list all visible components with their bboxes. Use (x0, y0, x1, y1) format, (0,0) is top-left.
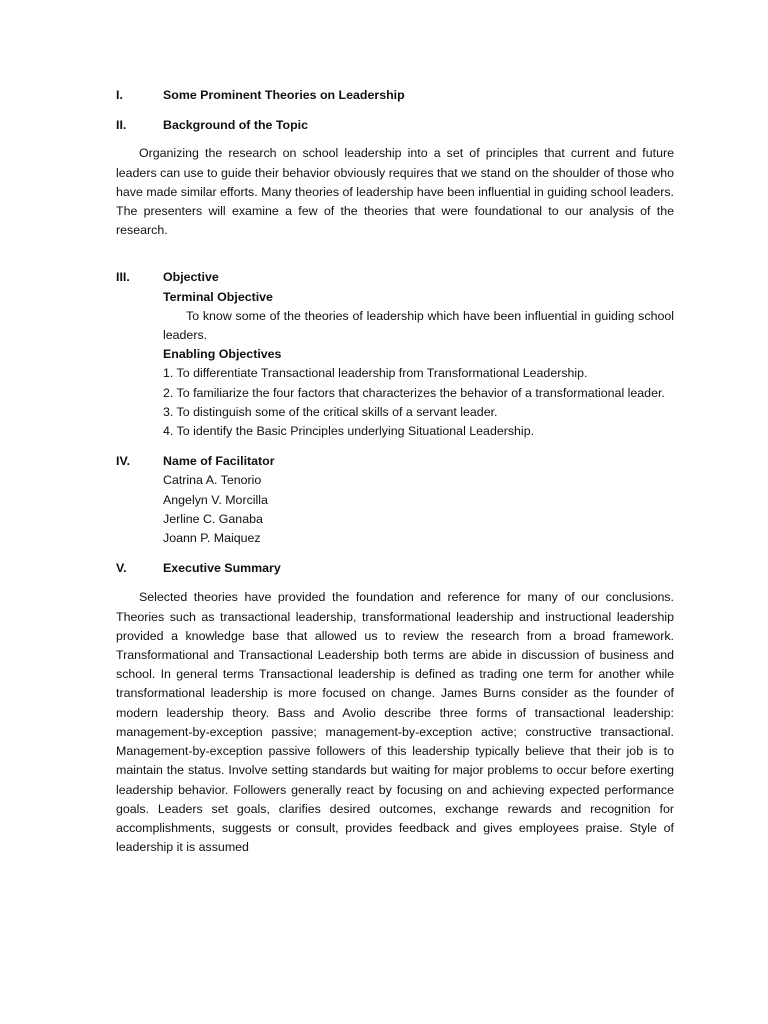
executive-summary-paragraph: Selected theories have provided the foundation and reference for many of our conclusions. Theories such as transactional leadership, transformational leadership and instructional leadership provided a knowledge base that allowed us to review the research from a broad framework. Transformational and Transactional Leadership both terms are abide in discussion of business and school. In general terms Transactional leadership is defined as trading one term for another while transformational leadership is more focused on change. James Burns consider as the founder of modern leadership theory. Bass and Avolio describe three forms of transactional leadership: management-by-exception passive; management-by-exception active; constructive transactional. Management-by-exception passive followers of this leadership typically believe that their job is to maintain the status. Involve setting standards but waiting for major problems to occur before exerting leadership behavior. Followers generally react by focusing on and achieving expected performance goals. Leaders set goals, clarifies desired outcomes, exchange rewards and recognition for accomplishments, suggests or consult, provides feedback and gives employees praise. Style of leadership it is assumed (116, 590, 674, 855)
enabling-objectives-heading: Enabling Objectives (163, 347, 282, 362)
enabling-objective-item: 2. To familiarize the four factors that characterizes the behavior of a transformational leader. (163, 385, 665, 400)
section-4-heading (116, 452, 674, 471)
document-page (116, 86, 674, 857)
background-paragraph: Organizing the research on school leadership into a set of principles that current and future leaders can use to guide their behavior obviously requires that we stand on the shoulder of those who have made similar efforts. Many theories of leadership have been influential in guiding school leaders. The presenters will examine a few of the theories that were foundational to our analysis of the research. (116, 146, 674, 238)
terminal-objective-heading: Terminal Objective (163, 289, 273, 304)
section-4-title: Name of Facilitator (163, 454, 275, 469)
facilitator-list (163, 471, 674, 548)
section-3-numeral: III. (116, 270, 130, 285)
section-3-title: Objective (163, 270, 219, 285)
facilitator-name: Jerline C. Ganaba (163, 511, 263, 526)
section-2-title: Background of the Topic (163, 118, 309, 133)
terminal-objective-text: To know some of the theories of leadership which have been influential in guiding school leaders. (163, 308, 674, 343)
section-5-numeral: V. (116, 561, 127, 576)
facilitator-name: Joann P. Maiquez (163, 531, 261, 546)
enabling-objective-item: 1. To differentiate Transactional leadership from Transformational Leadership. (163, 366, 588, 381)
section-1-numeral: I. (116, 88, 123, 102)
facilitator-name: Angelyn V. Morcilla (163, 492, 268, 507)
section-1-heading (116, 86, 674, 105)
section-5-title: Executive Summary (163, 561, 281, 576)
section-2-heading (116, 116, 674, 135)
section-5-heading (116, 559, 674, 578)
enabling-objective-item: 3. To distinguish some of the critical skills of a servant leader. (163, 404, 498, 419)
objective-block (163, 288, 674, 442)
section-3-heading (116, 268, 674, 287)
enabling-objective-item: 4. To identify the Basic Principles underlying Situational Leadership. (163, 424, 535, 439)
facilitator-name: Catrina A. Tenorio (163, 473, 262, 488)
section-4-numeral: IV. (116, 454, 131, 469)
section-1-title: Some Prominent Theories on Leadership (163, 88, 405, 102)
section-2-numeral: II. (116, 118, 127, 133)
